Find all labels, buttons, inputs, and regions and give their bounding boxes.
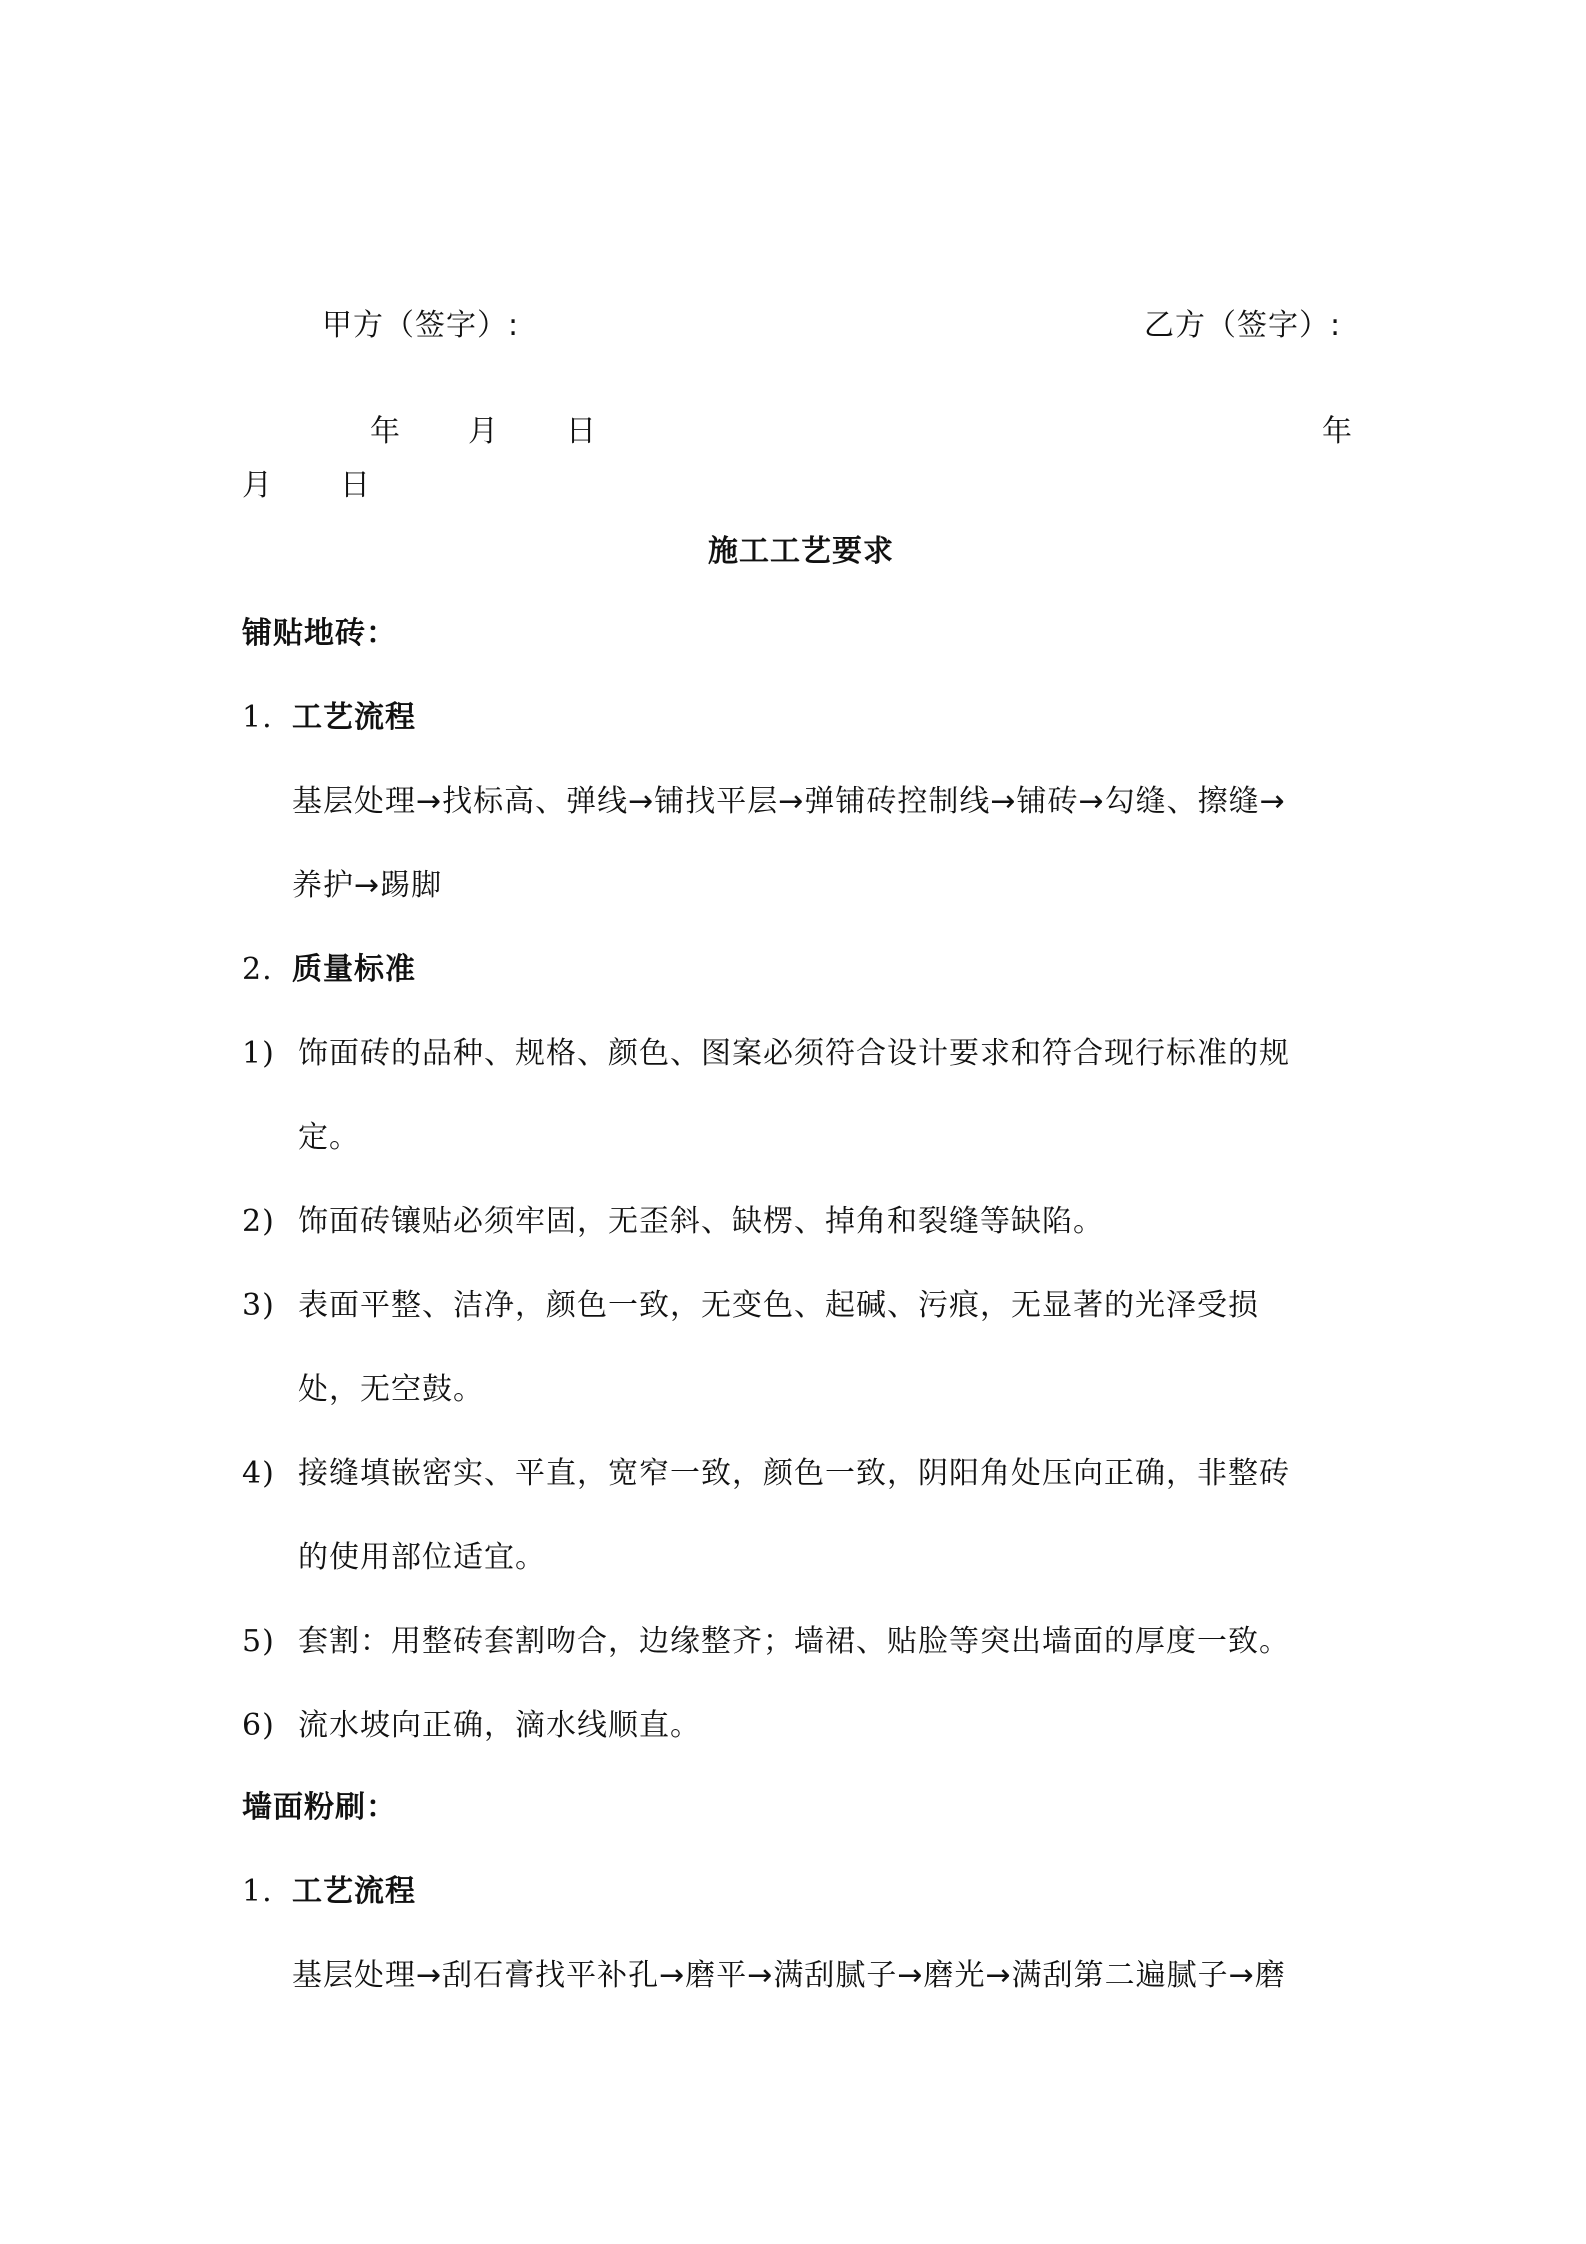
list-item-number: 1) — [242, 1036, 275, 1071]
party-b-date-month: 月 — [242, 468, 273, 503]
section-heading-wall-painting: 墙面粉刷： — [242, 1790, 397, 1825]
list-item-text: 饰面砖镶贴必须牢固，无歪斜、缺楞、掉角和裂缝等缺陷。 — [298, 1204, 1104, 1239]
quality-heading: 质量标准 — [292, 952, 416, 987]
quality-number: 2. — [242, 952, 273, 987]
list-item-text: 处，无空鼓。 — [298, 1372, 484, 1407]
list-item-text: 套割：用整砖套割吻合，边缘整齐；墙裙、贴脸等突出墙面的厚度一致。 — [298, 1624, 1290, 1659]
process-number: 1. — [242, 700, 273, 735]
party-a-signature-label: 甲方（签字）: — [322, 308, 520, 343]
process-heading: 工艺流程 — [292, 1874, 416, 1909]
list-item-number: 5) — [242, 1624, 275, 1659]
process-flow-line: 基层处理→找标高、弹线→铺找平层→弹铺砖控制线→铺砖→勾缝、擦缝→ — [292, 784, 1286, 819]
document-title: 施工工艺要求 — [708, 534, 894, 569]
list-item-text: 饰面砖的品种、规格、颜色、图案必须符合设计要求和符合现行标准的规 — [298, 1036, 1290, 1071]
party-b-date-day: 日 — [340, 468, 371, 503]
list-item-text: 表面平整、洁净，颜色一致，无变色、起碱、污痕，无显著的光泽受损 — [298, 1288, 1259, 1323]
list-item-text: 的使用部位适宜。 — [298, 1540, 546, 1575]
process-heading: 工艺流程 — [292, 700, 416, 735]
list-item-number: 4) — [242, 1456, 275, 1491]
party-b-signature-label: 乙方（签字）: — [1144, 308, 1342, 343]
process-flow-line: 养护→踢脚 — [292, 868, 443, 903]
party-b-date-year: 年 — [1322, 414, 1353, 449]
list-item-number: 3) — [242, 1288, 275, 1323]
party-a-date-day: 日 — [566, 414, 597, 449]
list-item-text: 流水坡向正确，滴水线顺直。 — [298, 1708, 701, 1743]
list-item-text: 接缝填嵌密实、平直，宽窄一致，颜色一致，阴阳角处压向正确，非整砖 — [298, 1456, 1290, 1491]
party-a-date-year: 年 — [370, 414, 401, 449]
party-a-date-month: 月 — [468, 414, 499, 449]
list-item-number: 6) — [242, 1708, 275, 1743]
process-flow-line: 基层处理→刮石膏找平补孔→磨平→满刮腻子→磨光→满刮第二遍腻子→磨 — [292, 1958, 1286, 1993]
section-heading-floor-tiles: 铺贴地砖： — [242, 616, 397, 651]
process-number: 1. — [242, 1874, 273, 1909]
list-item-text: 定。 — [298, 1120, 360, 1155]
list-item-number: 2) — [242, 1204, 275, 1239]
